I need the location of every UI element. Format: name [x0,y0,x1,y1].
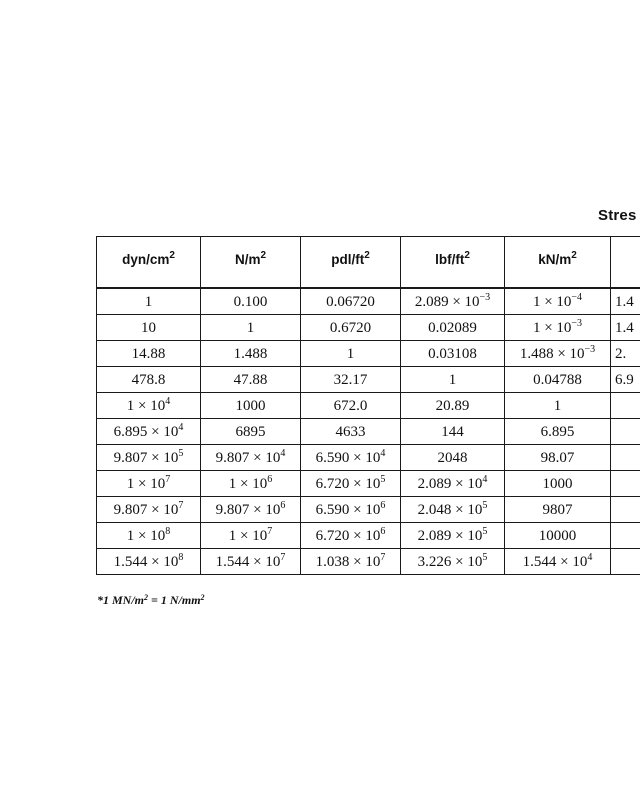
cell-value: 1 × 10 [126,397,166,414]
cell-exponent: 8 [178,551,184,563]
table-cell [611,367,640,393]
column-header-unit: kN/m [538,251,572,267]
cell-value: 6.895 × 10 [113,423,179,440]
table-cell [401,315,505,341]
cell-exponent: 7 [165,473,171,485]
cell-exponent: 5 [178,447,184,459]
cell-exponent: 5 [482,551,488,563]
cell-value: 1 [144,293,153,310]
footnote [97,593,205,608]
stress-table-container [96,236,640,575]
table-cell [505,471,611,497]
cell-value: 1 × 10 [532,293,572,310]
table-cell [201,445,301,471]
cell-value: 0.6720 [329,319,372,336]
table-cell [505,315,611,341]
cell-value: 1 × 10 [532,319,572,336]
cell-value: 14.88 [131,345,166,362]
column-header-exponent: 2 [169,249,175,261]
table-cell [201,419,301,445]
column-header-6 [611,237,640,289]
cell-value: 4633 [335,423,366,440]
cell-value: 9.807 × 10 [113,501,179,518]
cell-value: 1 × 10 [228,475,268,492]
cell-exponent: 6 [380,525,386,537]
table-heading: Stres [598,207,637,224]
column-header-unit: pdl/ft [331,251,365,267]
cell-value: 1.4 [615,293,634,310]
table-cell [505,419,611,445]
table-cell [301,367,401,393]
cell-value: 1 [246,319,255,336]
table-cell [611,341,640,367]
table-cell [505,549,611,575]
column-header-1 [97,237,201,289]
table-cell [611,315,640,341]
cell-exponent: 4 [587,551,593,563]
cell-value: 1.488 × 10 [519,345,585,362]
cell-value: 1000 [542,475,573,492]
cell-value: 9.807 × 10 [215,501,281,518]
cell-value: 2.048 × 10 [417,501,483,518]
cell-value: 672.0 [333,397,368,414]
cell-value: 9.807 × 10 [113,449,179,466]
cell-exponent: −4 [571,291,583,303]
footnote-text-2: = 1 N/mm [148,593,201,607]
cell-value: 32.17 [333,371,368,388]
table-cell [97,315,201,341]
table-cell [201,288,301,315]
table-cell [301,497,401,523]
column-header-5 [505,237,611,289]
column-header-unit: lbf/ft [435,251,465,267]
table-cell [301,445,401,471]
table-cell [401,549,505,575]
cell-value: 0.03108 [428,345,477,362]
table-cell [611,497,640,523]
cell-value: 6.9 [615,371,634,388]
table-cell [401,497,505,523]
table-cell [611,549,640,575]
table-cell [201,471,301,497]
table-cell [505,341,611,367]
cell-exponent: 7 [280,551,286,563]
table-body [97,288,640,575]
cell-value: 6.590 × 10 [315,449,381,466]
cell-exponent: 4 [165,395,171,407]
table-cell [201,523,301,549]
cell-exponent: 5 [482,499,488,511]
column-header-4 [401,237,505,289]
cell-exponent: 7 [380,551,386,563]
cell-value: 1.544 × 10 [113,553,179,570]
table-cell [401,445,505,471]
table-cell [301,419,401,445]
cell-value: 478.8 [131,371,166,388]
table-cell [505,523,611,549]
column-header-3 [301,237,401,289]
cell-exponent: 4 [380,447,386,459]
column-header-unit: dyn/cm [122,251,170,267]
footnote-exponent-1: 2 [144,593,149,602]
cell-value: 47.88 [233,371,268,388]
table-cell [201,393,301,419]
table-row [97,341,640,367]
cell-value: 2.089 × 10 [417,475,483,492]
table-cell [401,393,505,419]
table-row [97,445,640,471]
table-cell [301,471,401,497]
cell-exponent: 4 [178,421,184,433]
table-cell [301,523,401,549]
footnote-exponent-2: 2 [200,593,205,602]
cell-exponent: 5 [482,525,488,537]
table-cell [201,497,301,523]
table-cell [505,367,611,393]
cell-value: 2.089 × 10 [414,293,480,310]
table-cell [505,497,611,523]
table-cell [301,315,401,341]
cell-exponent: 6 [267,473,273,485]
table-cell [97,393,201,419]
cell-value: 9807 [542,501,573,518]
table-cell [401,341,505,367]
cell-value: 10000 [538,527,577,544]
column-header-2 [201,237,301,289]
table-cell [401,367,505,393]
cell-exponent: 6 [380,499,386,511]
cell-value: 0.04788 [533,371,582,388]
table-cell [505,288,611,315]
table-cell [97,341,201,367]
cell-value: 1 [553,397,562,414]
table-cell [401,419,505,445]
table-row [97,393,640,419]
column-header-exponent: 2 [260,249,267,261]
table-cell [401,471,505,497]
cell-value: 1.488 [233,345,268,362]
cell-exponent: −3 [479,291,491,303]
cell-exponent: 7 [267,525,273,537]
table-cell [611,419,640,445]
table-cell [611,445,640,471]
cell-exponent: 4 [482,473,488,485]
cell-value: 6895 [235,423,266,440]
cell-value: 9.807 × 10 [215,449,281,466]
table-cell [301,393,401,419]
table-cell [97,497,201,523]
stress-conversion-table [96,236,640,575]
cell-exponent: 8 [165,525,171,537]
table-cell [301,341,401,367]
column-header-exponent: 2 [364,249,370,261]
table-cell [97,419,201,445]
cell-value: 1.038 × 10 [315,553,381,570]
table-row [97,367,640,393]
footnote-text-1: *1 MN/m [97,593,145,607]
table-cell [201,549,301,575]
cell-value: 1 [448,371,457,388]
table-cell [611,471,640,497]
cell-value: 0.02089 [428,319,477,336]
cell-exponent: 7 [178,499,184,511]
table-cell [97,549,201,575]
cell-value: 0.06720 [326,293,375,310]
cell-value: 144 [441,423,464,440]
cell-value: 2.089 × 10 [417,527,483,544]
cell-value: 1 [346,345,355,362]
table-cell [201,341,301,367]
table-cell [97,367,201,393]
table-cell [505,445,611,471]
cell-value: 20.89 [435,397,470,414]
cell-value: 1 × 10 [228,527,268,544]
table-cell [505,393,611,419]
table-cell [611,523,640,549]
table-cell [97,471,201,497]
cell-value: 0.100 [233,293,268,310]
table-cell [401,523,505,549]
column-header-exponent: 2 [571,249,577,261]
table-row [97,419,640,445]
cell-value: 1.544 × 10 [522,553,588,570]
table-row [97,471,640,497]
table-cell [97,288,201,315]
cell-exponent: −3 [584,343,596,355]
table-header-row [97,237,640,289]
table-cell [301,288,401,315]
cell-value: 6.720 × 10 [315,475,381,492]
cell-value: 1.4 [615,319,634,336]
cell-value: 6.720 × 10 [315,527,381,544]
table-cell [201,315,301,341]
table-cell [97,523,201,549]
cell-value: 1 × 10 [126,475,166,492]
table-cell [611,393,640,419]
cell-value: 6.895 [540,423,575,440]
cell-value: 2. [615,345,627,362]
cell-value: 1000 [235,397,266,414]
table-cell [401,288,505,315]
cell-exponent: 4 [280,447,286,459]
table-cell [611,288,640,315]
table-cell [201,367,301,393]
table-row [97,523,640,549]
table-row [97,315,640,341]
cell-value: 1 × 10 [126,527,166,544]
table-row [97,497,640,523]
cell-value: 6.590 × 10 [315,501,381,518]
cell-exponent: −3 [571,317,583,329]
table-row [97,549,640,575]
table-cell [301,549,401,575]
cell-value: 2048 [437,449,468,466]
column-header-exponent: 2 [464,249,470,261]
column-header-unit: N/m [234,251,261,267]
table-cell [97,445,201,471]
table-row [97,288,640,315]
cell-value: 1.544 × 10 [215,553,281,570]
cell-value: 3.226 × 10 [417,553,483,570]
cell-exponent: 5 [380,473,386,485]
cell-value: 10 [141,319,156,336]
cell-value: 98.07 [540,449,575,466]
cell-exponent: 6 [280,499,286,511]
